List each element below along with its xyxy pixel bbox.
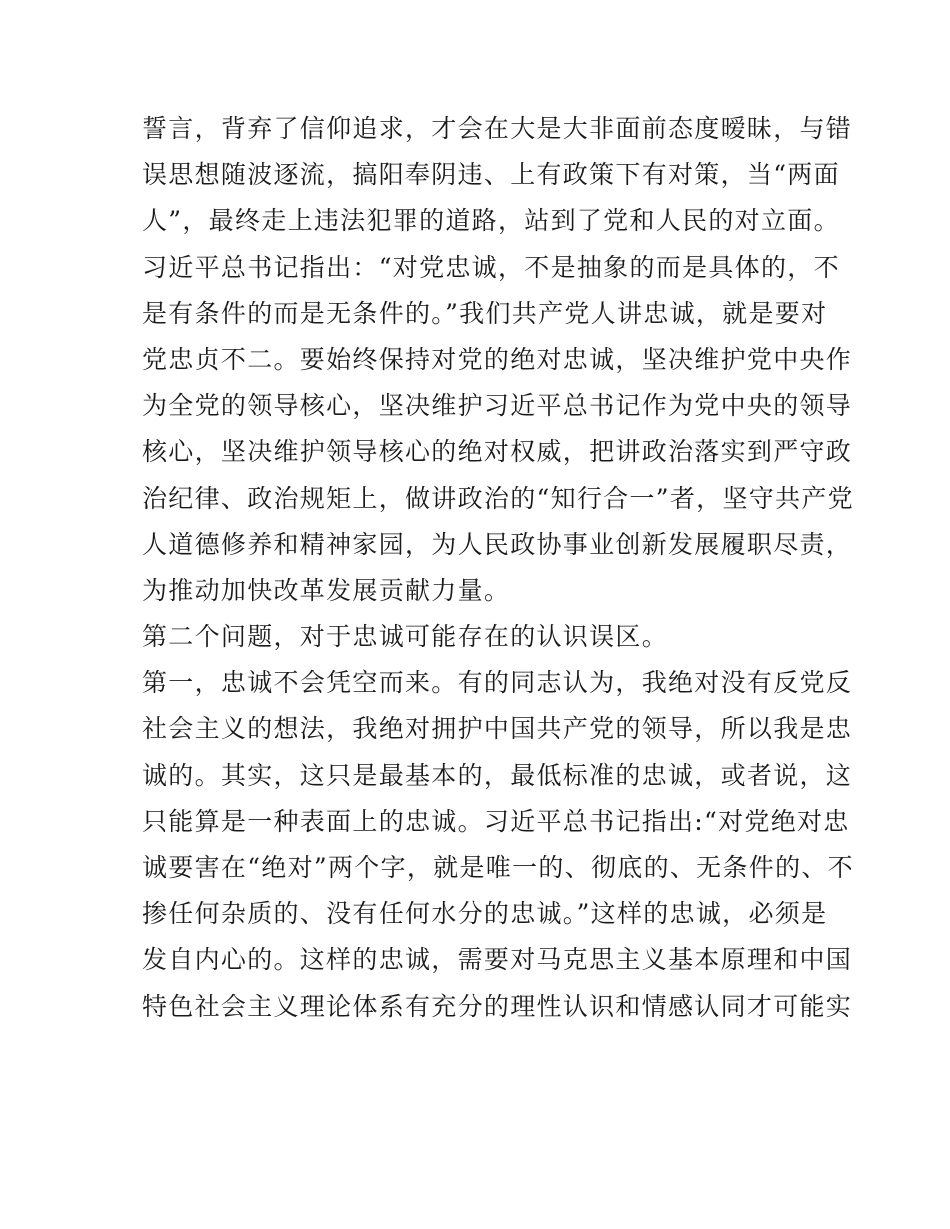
text-line: 治纪律、政治规矩上，做讲政治的“知行合一”者，坚守共产党: [142, 483, 854, 513]
text-line: 社会主义的想法，我绝对拥护中国共产党的领导，所以我是忠: [142, 714, 853, 744]
text-line: 误思想随波逐流，搞阳奉阴违、上有政策下有对策，当“两面: [142, 160, 840, 190]
text-line: 核心，坚决维护领导核心的绝对权威，把讲政治落实到严守政: [142, 437, 853, 467]
text-line: 人道德修养和精神家园，为人民政协事业创新发展履职尽责，: [142, 529, 853, 559]
text-line: 人”，最终走上违法犯罪的道路，站到了党和人民的对立面。: [142, 206, 840, 236]
text-line: 掺任何杂质的、没有任何水分的忠诚。”这样的忠诚，必须是: [142, 899, 828, 929]
text-line: 发自内心的。这样的忠诚，需要对马克思主义基本原理和中国: [142, 945, 853, 975]
text-line: 第一，忠诚不会凭空而来。有的同志认为，我绝对没有反党反: [142, 668, 853, 698]
section-heading: 第二个问题，对于忠诚可能存在的认识误区。: [142, 622, 669, 652]
text-line: 诚要害在“绝对”两个字，就是唯一的、彻底的、无条件的、不: [142, 853, 854, 882]
text-line: 只能算是一种表面上的忠诚。习近平总书记指出:“对党绝对忠: [142, 806, 850, 836]
text-line: 是有条件的而是无条件的。”我们共产党人讲忠诚，就是要对: [142, 298, 828, 328]
text-line: 特色社会主义理论体系有充分的理性认识和情感认同才可能实: [142, 991, 853, 1021]
text-line: 誓言，背弃了信仰追求，才会在大是大非面前态度暧昧，与错: [142, 114, 853, 143]
text-line: 为全党的领导核心，坚决维护习近平总书记作为党中央的领导: [142, 391, 853, 421]
text-line: 习近平总书记指出：“对党忠诚，不是抽象的而是具体的，不: [142, 252, 840, 282]
text-line: 诚的。其实，这只是最基本的，最低标准的忠诚，或者说，这: [142, 760, 853, 790]
text-line: 为推动加快改革发展贡献力量。: [142, 575, 511, 605]
document-body: [142, 106, 854, 1030]
text-line: 党忠贞不二。要始终保持对党的绝对忠诚，坚决维护党中央作: [142, 344, 853, 374]
